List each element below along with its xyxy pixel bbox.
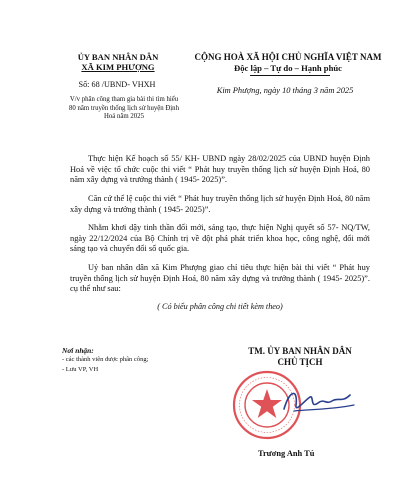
recipients-title: Nơi nhận: bbox=[62, 346, 94, 355]
subject-line3: Hoá năm 2025 bbox=[103, 113, 145, 120]
paragraph-3: Nhằm khơi dậy tinh thần đổi mới, sáng tạo, thực hiện Nghị quyết số 57- NQ/TW, ngày 22/12/2024 của Bộ Chính trị về đột phá phát triển khoa học, công nghệ, đổi mới sáng tạo và chuyển đổi số quốc gia. bbox=[70, 223, 370, 254]
handwritten-signature bbox=[280, 383, 360, 419]
subject-line1: V/v phân công tham gia bài thi tìm hiểu bbox=[69, 96, 179, 103]
org-name-line2: XÃ KIM PHƯỢNG bbox=[81, 62, 155, 72]
attachment-note: ( Có biểu phân công chi tiết kèm theo) bbox=[157, 302, 283, 311]
recipient-item: - Lưu VP, VH bbox=[62, 366, 99, 373]
nation-motto: Độc lập – Tự do – Hạnh phúc bbox=[234, 63, 342, 73]
signature-position: CHỦ TỊCH bbox=[277, 357, 323, 367]
paragraph-4: Uỷ ban nhân dân xã Kim Phượng giao chỉ tiêu thực hiện bài thi viết “ Phát huy truyền thống lịch sử huyện Định Hoá, 80 năm xây dựng và trưởng thành ( 1945- 2025)”. cụ thể như sau: bbox=[70, 263, 370, 294]
signer-name: Trương Anh Tú bbox=[258, 449, 315, 458]
motto-underline bbox=[250, 75, 330, 76]
paragraph-2: Căn cứ thể lệ cuộc thi viết “ Phát huy truyền thống lịch sử huyện Định Hoá, 80 năm xây dựng và trưởng thành ( 1945- 2025)”. bbox=[70, 194, 370, 214]
paragraph-1: Thực hiện Kế hoạch số 55/ KH- UBND ngày 28/02/2025 của UBND huyện Định Hoá về việc tổ chức cuộc thi viết “ Phát huy truyền thống lịch sử huyện Định Hoá, 80 năm xây dựng và trưởng thành ( 1945- 2025)”. bbox=[70, 154, 370, 185]
issue-date: Kim Phượng, ngày 10 tháng 3 năm 2025 bbox=[216, 86, 354, 95]
subject-line2: 80 năm truyền thống lịch sử huyện Định bbox=[69, 104, 179, 112]
nation-title: CỘNG HOÀ XÃ HỘI CHỦ NGHĨA VIỆT NAM bbox=[194, 52, 382, 62]
recipient-item: - các thành viên được phân công; bbox=[62, 356, 149, 363]
document-number: Số: 68 /UBND- VHXH bbox=[78, 80, 156, 89]
subject-block bbox=[50, 96, 198, 122]
signature-title: TM. ỦY BAN NHÂN DÂN bbox=[248, 346, 352, 356]
org-name-line1: ỦY BAN NHÂN DÂN bbox=[77, 52, 159, 62]
